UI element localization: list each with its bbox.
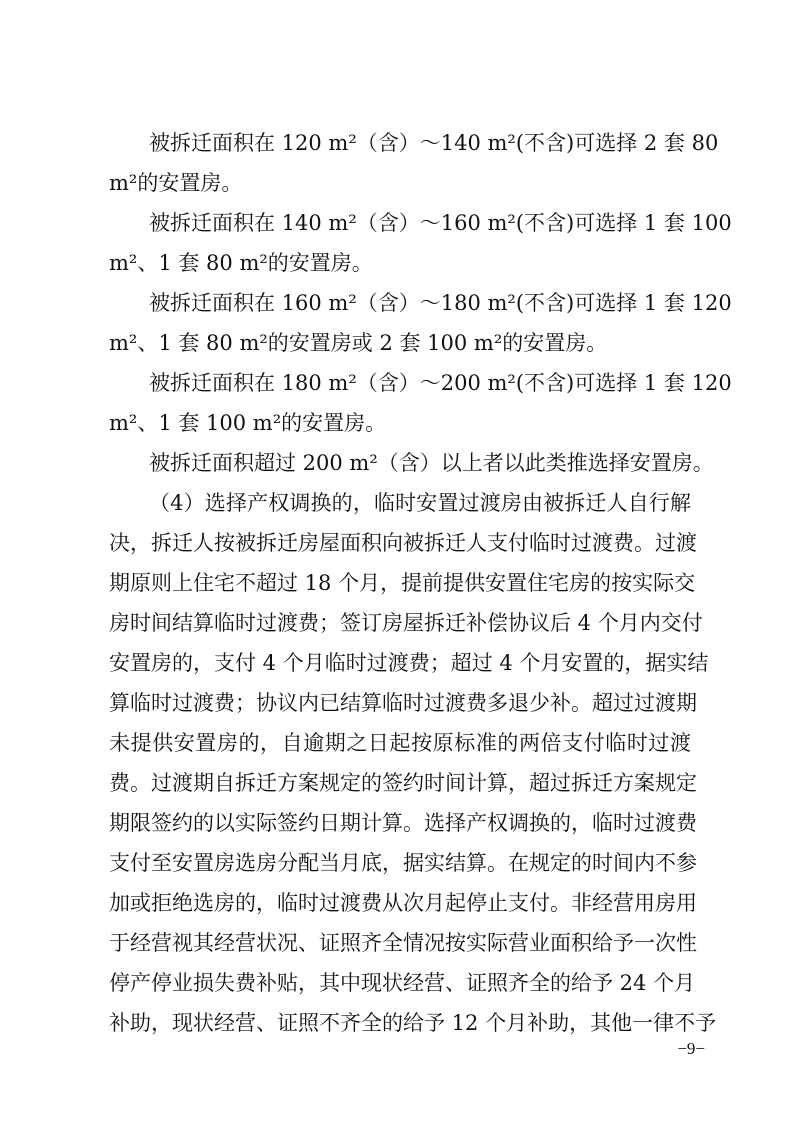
paragraph-line-12: 期原则上住宅不超过 18 个月，提前提供安置住宅房的按实际交 — [109, 571, 696, 595]
paragraph-line-11: 决，拆迁人按被拆迁房屋面积向被拆迁人支付临时过渡费。过渡 — [109, 531, 697, 555]
paragraph-line-15: 算临时过渡费；协议内已结算临时过渡费多退少补。超过过渡期 — [109, 691, 697, 715]
paragraph-line-9: 被拆迁面积超过 200 m²（含）以上者以此类推选择安置房。 — [149, 451, 714, 475]
paragraph-line-20: 加或拒绝选房的，临时过渡费从次月起停止支付。非经营用房用 — [109, 891, 697, 915]
paragraph-line-19: 支付至安置房选房分配当月底，据实结算。在规定的时间内不参 — [109, 851, 697, 875]
paragraph-line-7: 被拆迁面积在 180 m²（含）～200 m²(不含)可选择 1 套 120 — [149, 371, 732, 395]
paragraph-line-13: 房时间结算临时过渡费；签订房屋拆迁补偿协议后 4 个月内交付 — [109, 611, 703, 635]
paragraph-line-4: m²、1 套 80 m²的安置房。 — [109, 251, 373, 275]
paragraph-line-14: 安置房的，支付 4 个月临时过渡费；超过 4 个月安置的，据实结 — [109, 651, 709, 675]
paragraph-line-17: 费。过渡期自拆迁方案规定的签约时间计算，超过拆迁方案规定 — [109, 771, 697, 795]
paragraph-line-18: 期限签约的以实际签约日期计算。选择产权调换的，临时过渡费 — [109, 811, 697, 835]
paragraph-line-22: 停产停业损失费补贴，其中现状经营、证照齐全的给予 24 个月 — [109, 971, 696, 995]
page-number: −9− — [677, 1039, 705, 1058]
paragraph-line-10: （4）选择产权调换的，临时安置过渡房由被拆迁人自行解 — [149, 491, 691, 515]
paragraph-line-3: 被拆迁面积在 140 m²（含）～160 m²(不含)可选择 1 套 100 — [149, 211, 732, 235]
paragraph-line-5: 被拆迁面积在 160 m²（含）～180 m²(不含)可选择 1 套 120 — [149, 291, 732, 315]
paragraph-line-23: 补助，现状经营、证照不齐全的给予 12 个月补助，其他一律不予 — [109, 1011, 717, 1035]
paragraph-line-2: m²的安置房。 — [109, 171, 243, 195]
paragraph-line-21: 于经营视其经营状况、证照齐全情况按实际营业面积给予一次性 — [109, 931, 697, 955]
paragraph-line-16: 未提供安置房的，自逾期之日起按原标准的两倍支付临时过渡 — [109, 731, 691, 755]
paragraph-line-8: m²、1 套 100 m²的安置房。 — [109, 411, 387, 435]
paragraph-line-1: 被拆迁面积在 120 m²（含）～140 m²(不含)可选择 2 套 80 — [149, 131, 719, 155]
paragraph-line-6: m²、1 套 80 m²的安置房或 2 套 100 m²的安置房。 — [109, 331, 608, 355]
